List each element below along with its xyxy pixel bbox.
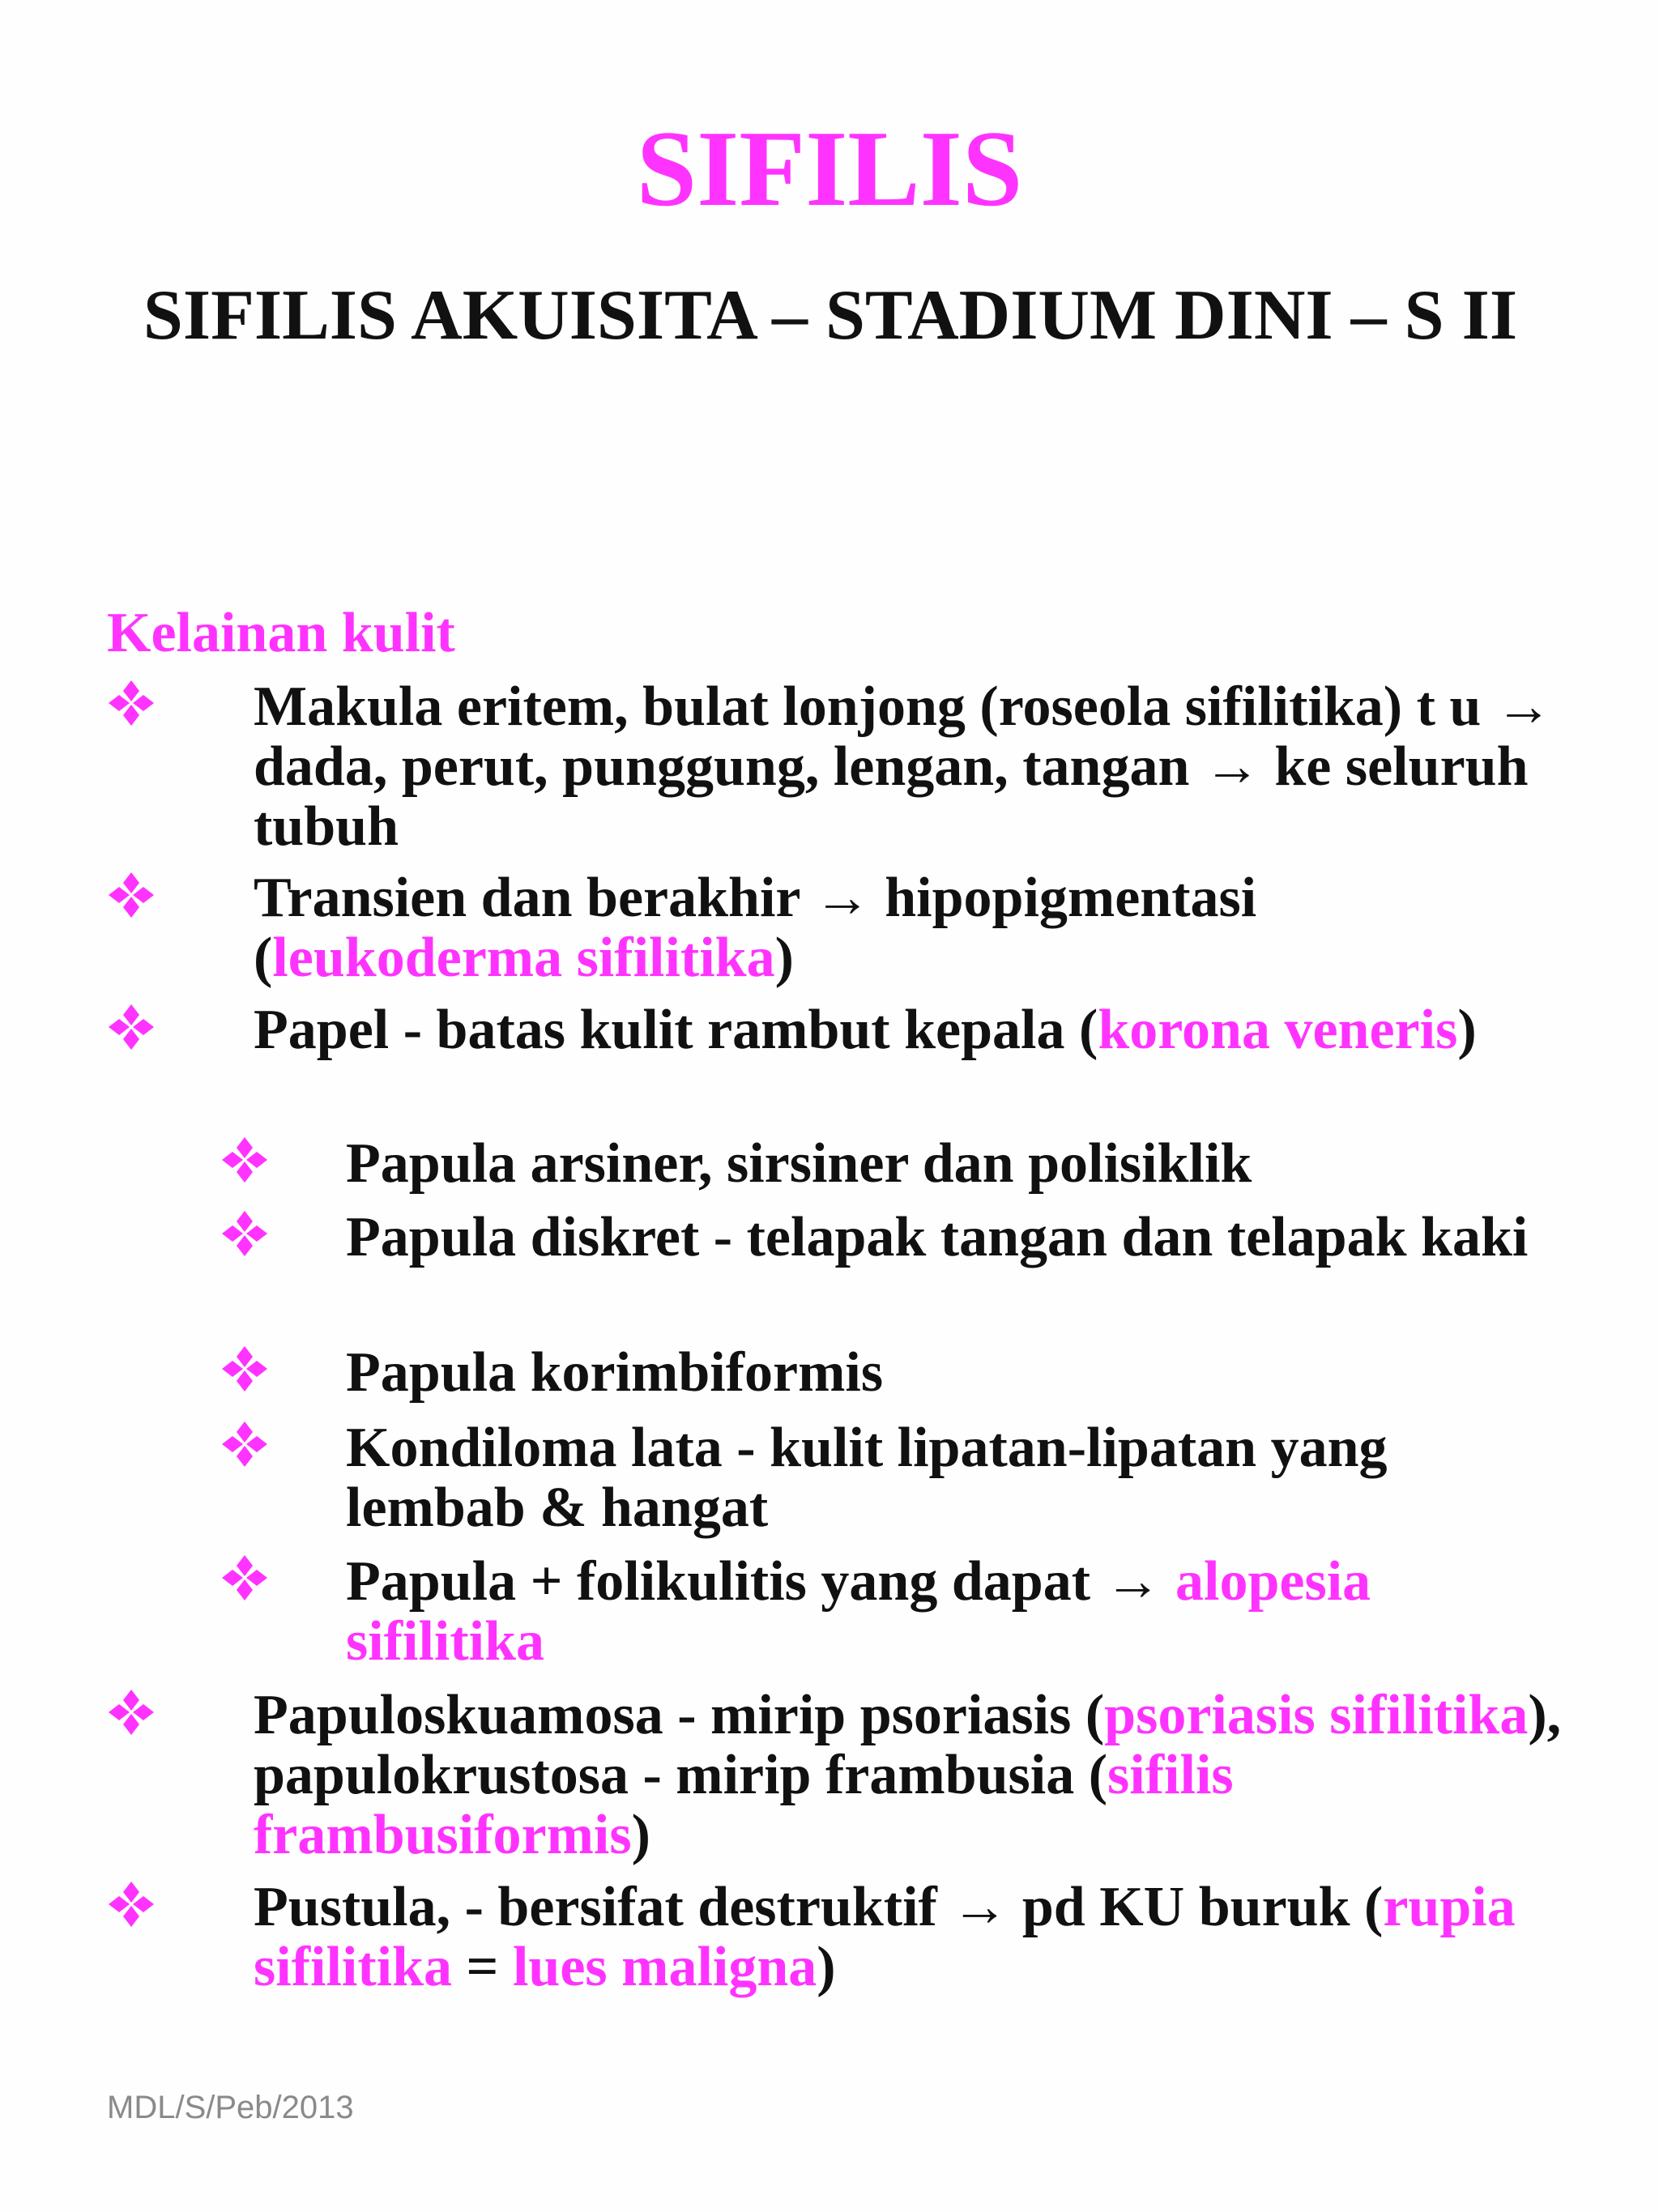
highlight-term: psoriasis sifilitika xyxy=(1104,1684,1529,1746)
list-item xyxy=(346,1552,1561,1672)
item-text: = xyxy=(452,1936,513,1998)
footer-code: MDL/S/Peb/2013 xyxy=(107,2090,354,2125)
list-item xyxy=(346,1208,1561,1268)
highlight-term: leukoderma sifilitika xyxy=(272,927,775,989)
four-diamond-bullet-icon xyxy=(220,1209,269,1258)
item-text: Papula diskret - telapak tangan dan telapak kaki xyxy=(346,1206,1529,1268)
slide-subtitle: SIFILIS AKUISITA – STADIUM DINI – S II xyxy=(143,276,1518,355)
highlight-term: korona veneris xyxy=(1098,999,1458,1061)
list-item xyxy=(346,1418,1561,1538)
item-text: ) xyxy=(817,1936,836,1998)
four-diamond-bullet-icon xyxy=(107,1003,156,1051)
four-diamond-bullet-icon xyxy=(220,1136,269,1184)
four-diamond-bullet-icon xyxy=(107,1880,156,1929)
item-text: Kondiloma lata - kulit lipatan-lipatan yang lembab & hangat xyxy=(346,1417,1388,1539)
list-item xyxy=(254,1000,1566,1060)
item-text: Makula eritem, bulat lonjong (roseola sifilitika) t u → dada, perut, punggung, lengan, tangan → ke seluruh tubuh xyxy=(254,676,1552,858)
four-diamond-bullet-icon xyxy=(107,871,156,919)
list-item xyxy=(254,868,1566,988)
list-item xyxy=(254,677,1566,857)
item-text: Papula korimbiformis xyxy=(346,1341,884,1404)
four-diamond-bullet-icon xyxy=(220,1345,269,1393)
four-diamond-bullet-icon xyxy=(107,679,156,727)
item-text: ) xyxy=(1457,999,1477,1061)
list-item xyxy=(346,1134,1561,1194)
item-text: Papuloskuamosa - mirip psoriasis ( xyxy=(254,1684,1105,1746)
slide-title: SIFILIS xyxy=(636,109,1023,228)
list-item xyxy=(254,1877,1566,1997)
item-text: ) xyxy=(774,927,794,989)
four-diamond-bullet-icon xyxy=(107,1688,156,1737)
list-item xyxy=(346,1343,1561,1403)
item-text: ), papulokrustosa - mirip frambusia ( xyxy=(254,1684,1562,1806)
list-item xyxy=(254,1686,1566,1865)
four-diamond-bullet-icon xyxy=(220,1420,269,1468)
item-text: Papula + folikulitis yang dapat → xyxy=(346,1550,1176,1613)
highlight-term: rupia sifilitika xyxy=(254,1876,1516,1998)
item-text: Pustula, - bersifat destruktif → pd KU buruk ( xyxy=(254,1876,1384,1938)
highlight-term: lues maligna xyxy=(512,1936,817,1998)
highlight-term: sifilis frambusiformis xyxy=(254,1744,1234,1866)
item-text: ) xyxy=(631,1804,650,1866)
item-text: Transien dan berakhir → hipopigmentasi ( xyxy=(254,867,1257,989)
four-diamond-bullet-icon xyxy=(220,1554,269,1602)
highlight-term: alopesia sifilitika xyxy=(346,1550,1371,1673)
item-text: Papel - batas kulit rambut kepala ( xyxy=(254,999,1098,1061)
item-text: Papula arsiner, sirsiner dan polisiklik xyxy=(346,1132,1252,1195)
section-heading: Kelainan kulit xyxy=(107,602,455,664)
